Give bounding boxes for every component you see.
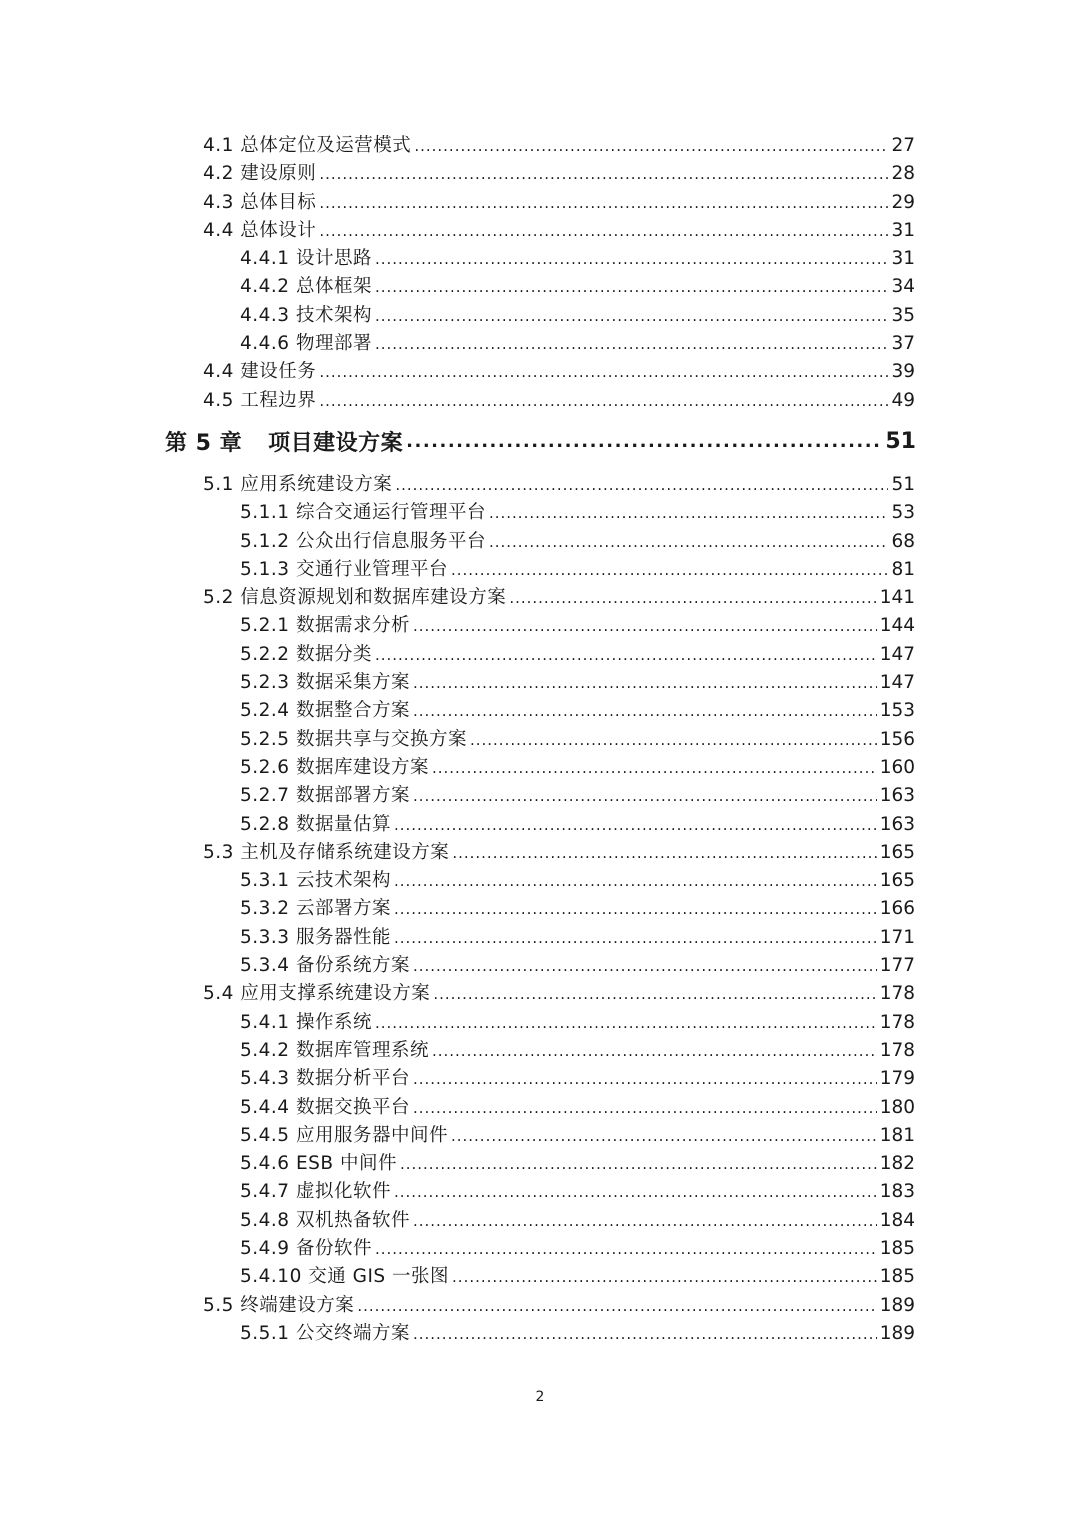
toc-entry[interactable] bbox=[203, 216, 915, 244]
dot-leader bbox=[319, 194, 888, 212]
toc-entry-page-number: 51 bbox=[891, 473, 915, 495]
toc-entry-page-number: 189 bbox=[879, 1294, 915, 1316]
toc-entry[interactable] bbox=[240, 329, 915, 357]
toc-entry-label: 5.5.1 公交终端方案 bbox=[240, 1322, 410, 1344]
toc-entry[interactable] bbox=[203, 159, 915, 187]
toc-entry-page-number: 81 bbox=[891, 558, 915, 580]
toc-entry-page-number: 39 bbox=[891, 361, 915, 383]
dot-leader bbox=[452, 1268, 877, 1286]
toc-entry-page-number: 165 bbox=[879, 841, 915, 863]
toc-entry-label: 5.2.2 数据分类 bbox=[240, 643, 372, 665]
dot-leader bbox=[470, 731, 877, 749]
toc-entry[interactable] bbox=[240, 1319, 915, 1347]
toc-entry[interactable] bbox=[240, 894, 915, 922]
dot-leader bbox=[375, 1014, 877, 1032]
toc-section-chapter-5 bbox=[0, 470, 1080, 1347]
toc-entry[interactable] bbox=[240, 1206, 915, 1234]
dot-leader bbox=[413, 957, 877, 975]
toc-entry-label: 5.1.2 公众出行信息服务平台 bbox=[240, 530, 486, 552]
dot-leader bbox=[319, 165, 888, 183]
dot-leader bbox=[319, 222, 888, 240]
dot-leader bbox=[413, 1099, 877, 1117]
toc-entry-label: 5.2.3 数据采集方案 bbox=[240, 672, 410, 694]
toc-entry-page-number: 181 bbox=[879, 1124, 915, 1146]
toc-entry-label: 5.4.4 数据交换平台 bbox=[240, 1096, 410, 1118]
toc-entry[interactable] bbox=[240, 951, 915, 979]
toc-entry-page-number: 183 bbox=[879, 1181, 915, 1203]
dot-leader bbox=[375, 278, 889, 296]
toc-entry[interactable] bbox=[240, 1262, 915, 1290]
toc-entry[interactable] bbox=[203, 979, 915, 1007]
toc-entry-label: 5.2 信息资源规划和数据库建设方案 bbox=[203, 587, 507, 609]
toc-entry-page-number: 178 bbox=[879, 983, 915, 1005]
chapter-page-number: 51 bbox=[885, 429, 916, 455]
toc-entry-label: 5.2.8 数据量估算 bbox=[240, 813, 391, 835]
toc-entry-label: 5.4.7 虚拟化软件 bbox=[240, 1181, 391, 1203]
toc-entry[interactable] bbox=[203, 838, 915, 866]
toc-entry[interactable] bbox=[203, 1291, 915, 1319]
toc-entry-page-number: 160 bbox=[879, 756, 915, 778]
toc-entry-page-number: 179 bbox=[879, 1068, 915, 1090]
toc-entry-label: 5.4.3 数据分析平台 bbox=[240, 1068, 410, 1090]
toc-entry[interactable] bbox=[203, 470, 915, 498]
toc-entry-page-number: 178 bbox=[879, 1011, 915, 1033]
toc-entry-label: 5.2.6 数据库建设方案 bbox=[240, 756, 429, 778]
dot-leader bbox=[406, 431, 882, 452]
toc-entry[interactable] bbox=[203, 131, 915, 159]
dot-leader bbox=[489, 504, 888, 522]
dot-leader bbox=[414, 137, 888, 155]
toc-entry[interactable] bbox=[240, 1064, 915, 1092]
chapter-number: 第 5 章 bbox=[165, 431, 243, 457]
toc-entry[interactable] bbox=[240, 866, 915, 894]
toc-entry-page-number: 141 bbox=[879, 587, 915, 609]
toc-entry-page-number: 185 bbox=[879, 1237, 915, 1259]
dot-leader bbox=[452, 844, 876, 862]
toc-entry-label: 5.4.5 应用服务器中间件 bbox=[240, 1124, 448, 1146]
chapter-title: 项目建设方案 bbox=[268, 431, 404, 457]
toc-entry-page-number: 35 bbox=[891, 304, 915, 326]
toc-entry-page-number: 163 bbox=[879, 785, 915, 807]
dot-leader bbox=[413, 674, 877, 692]
toc-entry[interactable] bbox=[203, 583, 915, 611]
toc-entry-label: 5.2.4 数据整合方案 bbox=[240, 700, 410, 722]
dot-leader bbox=[375, 335, 889, 353]
dot-leader bbox=[432, 759, 877, 777]
toc-entry-label: 5.3.4 备份系统方案 bbox=[240, 955, 410, 977]
dot-leader bbox=[394, 872, 877, 890]
toc-entry-page-number: 31 bbox=[891, 219, 915, 241]
toc-entry-label: 5.3.2 云部署方案 bbox=[240, 898, 391, 920]
toc-entry[interactable] bbox=[240, 1234, 915, 1262]
toc-entry-label: 4.1 总体定位及运营模式 bbox=[203, 135, 412, 156]
toc-entry-label: 5.3.3 服务器性能 bbox=[240, 926, 391, 948]
dot-leader bbox=[432, 1042, 877, 1060]
toc-entry-label: 5.3 主机及存储系统建设方案 bbox=[203, 841, 450, 863]
toc-entry[interactable] bbox=[203, 386, 915, 414]
toc-entry-label: 4.4.3 技术架构 bbox=[240, 304, 372, 326]
toc-entry-page-number: 171 bbox=[879, 926, 915, 948]
dot-leader bbox=[433, 985, 876, 1003]
toc-entry-label: 4.2 建设原则 bbox=[203, 163, 317, 185]
toc-entry-label: 4.4.2 总体框架 bbox=[240, 276, 372, 298]
toc-entry[interactable] bbox=[240, 272, 915, 300]
toc-entry-label: 5.2.7 数据部署方案 bbox=[240, 785, 410, 807]
toc-entry-page-number: 165 bbox=[879, 870, 915, 892]
dot-leader bbox=[394, 929, 877, 947]
toc-entry-page-number: 166 bbox=[879, 898, 915, 920]
dot-leader bbox=[451, 1127, 877, 1145]
dot-leader bbox=[413, 617, 877, 635]
dot-leader bbox=[413, 1212, 877, 1230]
toc-entry-label: 4.4 建设任务 bbox=[203, 361, 317, 383]
table-of-contents bbox=[0, 131, 1080, 1347]
toc-entry-label: 5.2.5 数据共享与交换方案 bbox=[240, 728, 467, 750]
toc-entry-page-number: 28 bbox=[891, 163, 915, 185]
toc-entry-label: 5.4.9 备份软件 bbox=[240, 1237, 372, 1259]
toc-entry-label: 5.4.6 ESB 中间件 bbox=[240, 1153, 397, 1175]
toc-entry-page-number: 163 bbox=[879, 813, 915, 835]
dot-leader bbox=[394, 816, 877, 834]
page-footer-number: 2 bbox=[535, 1389, 545, 1405]
toc-entry-label: 5.1.1 综合交通运行管理平台 bbox=[240, 502, 486, 524]
toc-entry[interactable] bbox=[240, 244, 915, 272]
toc-entry[interactable] bbox=[240, 781, 915, 809]
toc-entry-page-number: 29 bbox=[891, 191, 915, 213]
toc-entry[interactable] bbox=[240, 301, 915, 329]
toc-entry[interactable] bbox=[203, 188, 915, 216]
toc-entry-page-number: 182 bbox=[879, 1153, 915, 1175]
toc-entry-label: 5.4 应用支撑系统建设方案 bbox=[203, 983, 431, 1005]
toc-entry-page-number: 178 bbox=[879, 1039, 915, 1061]
dot-leader bbox=[509, 589, 876, 607]
chapter-label bbox=[165, 426, 403, 457]
toc-entry-label: 5.4.2 数据库管理系统 bbox=[240, 1039, 429, 1061]
toc-entry-label: 4.4.1 设计思路 bbox=[240, 248, 372, 270]
dot-leader bbox=[395, 476, 888, 494]
toc-entry-label: 5.2.1 数据需求分析 bbox=[240, 615, 410, 637]
dot-leader bbox=[394, 900, 877, 918]
toc-entry-page-number: 144 bbox=[879, 615, 915, 637]
toc-entry-label: 5.4.10 交通 GIS 一张图 bbox=[240, 1266, 450, 1288]
dot-leader bbox=[400, 1155, 877, 1173]
toc-entry-page-number: 180 bbox=[879, 1096, 915, 1118]
dot-leader bbox=[413, 702, 877, 720]
toc-entry[interactable] bbox=[240, 1093, 915, 1121]
dot-leader bbox=[375, 1240, 877, 1258]
toc-entry[interactable] bbox=[240, 725, 915, 753]
toc-entry-label: 5.5 终端建设方案 bbox=[203, 1294, 355, 1316]
toc-entry[interactable] bbox=[240, 1008, 915, 1036]
toc-entry[interactable] bbox=[240, 1177, 915, 1205]
dot-leader bbox=[319, 363, 888, 381]
toc-entry[interactable] bbox=[240, 810, 915, 838]
toc-entry-page-number: 31 bbox=[891, 248, 915, 270]
toc-entry-page-number: 27 bbox=[891, 135, 915, 156]
toc-entry-page-number: 49 bbox=[891, 389, 915, 411]
toc-chapter-heading[interactable] bbox=[165, 414, 916, 470]
toc-entry[interactable] bbox=[240, 696, 915, 724]
dot-leader bbox=[394, 1183, 877, 1201]
dot-leader bbox=[489, 533, 888, 551]
toc-entry-page-number: 189 bbox=[879, 1322, 915, 1344]
toc-entry-page-number: 156 bbox=[879, 728, 915, 750]
toc-entry[interactable] bbox=[240, 611, 915, 639]
toc-section-chapter-4 bbox=[0, 131, 1080, 414]
toc-entry-label: 4.4 总体设计 bbox=[203, 219, 317, 241]
toc-entry[interactable] bbox=[240, 555, 915, 583]
toc-entry-page-number: 184 bbox=[879, 1209, 915, 1231]
toc-entry-label: 4.4.6 物理部署 bbox=[240, 333, 372, 355]
toc-entry-label: 4.3 总体目标 bbox=[203, 191, 317, 213]
toc-entry[interactable] bbox=[240, 753, 915, 781]
toc-entry[interactable] bbox=[240, 498, 915, 526]
toc-entry[interactable] bbox=[240, 640, 915, 668]
toc-entry-page-number: 153 bbox=[879, 700, 915, 722]
toc-entry[interactable] bbox=[203, 357, 915, 385]
dot-leader bbox=[375, 646, 877, 664]
dot-leader bbox=[375, 250, 889, 268]
toc-entry-page-number: 185 bbox=[879, 1266, 915, 1288]
toc-entry-page-number: 53 bbox=[891, 502, 915, 524]
toc-entry-page-number: 147 bbox=[879, 672, 915, 694]
toc-entry-label: 5.1 应用系统建设方案 bbox=[203, 473, 393, 495]
toc-entry-label: 5.3.1 云技术架构 bbox=[240, 870, 391, 892]
toc-entry-page-number: 34 bbox=[891, 276, 915, 298]
toc-entry[interactable] bbox=[240, 1149, 915, 1177]
toc-entry-page-number: 68 bbox=[891, 530, 915, 552]
toc-entry-page-number: 37 bbox=[891, 333, 915, 355]
dot-leader bbox=[451, 561, 888, 579]
dot-leader bbox=[413, 1070, 877, 1088]
toc-entry-label: 4.5 工程边界 bbox=[203, 389, 317, 411]
dot-leader bbox=[413, 1325, 877, 1343]
toc-entry-label: 5.4.1 操作系统 bbox=[240, 1011, 372, 1033]
dot-leader bbox=[319, 392, 888, 410]
toc-entry-label: 5.1.3 交通行业管理平台 bbox=[240, 558, 448, 580]
toc-entry[interactable] bbox=[240, 923, 915, 951]
toc-entry[interactable] bbox=[240, 668, 915, 696]
toc-entry[interactable] bbox=[240, 1121, 915, 1149]
dot-leader bbox=[375, 307, 889, 325]
toc-entry-label: 5.4.8 双机热备软件 bbox=[240, 1209, 410, 1231]
toc-entry[interactable] bbox=[240, 1036, 915, 1064]
dot-leader bbox=[413, 787, 877, 805]
toc-entry-page-number: 177 bbox=[879, 955, 915, 977]
toc-entry-page-number: 147 bbox=[879, 643, 915, 665]
dot-leader bbox=[357, 1297, 876, 1315]
toc-entry[interactable] bbox=[240, 527, 915, 555]
